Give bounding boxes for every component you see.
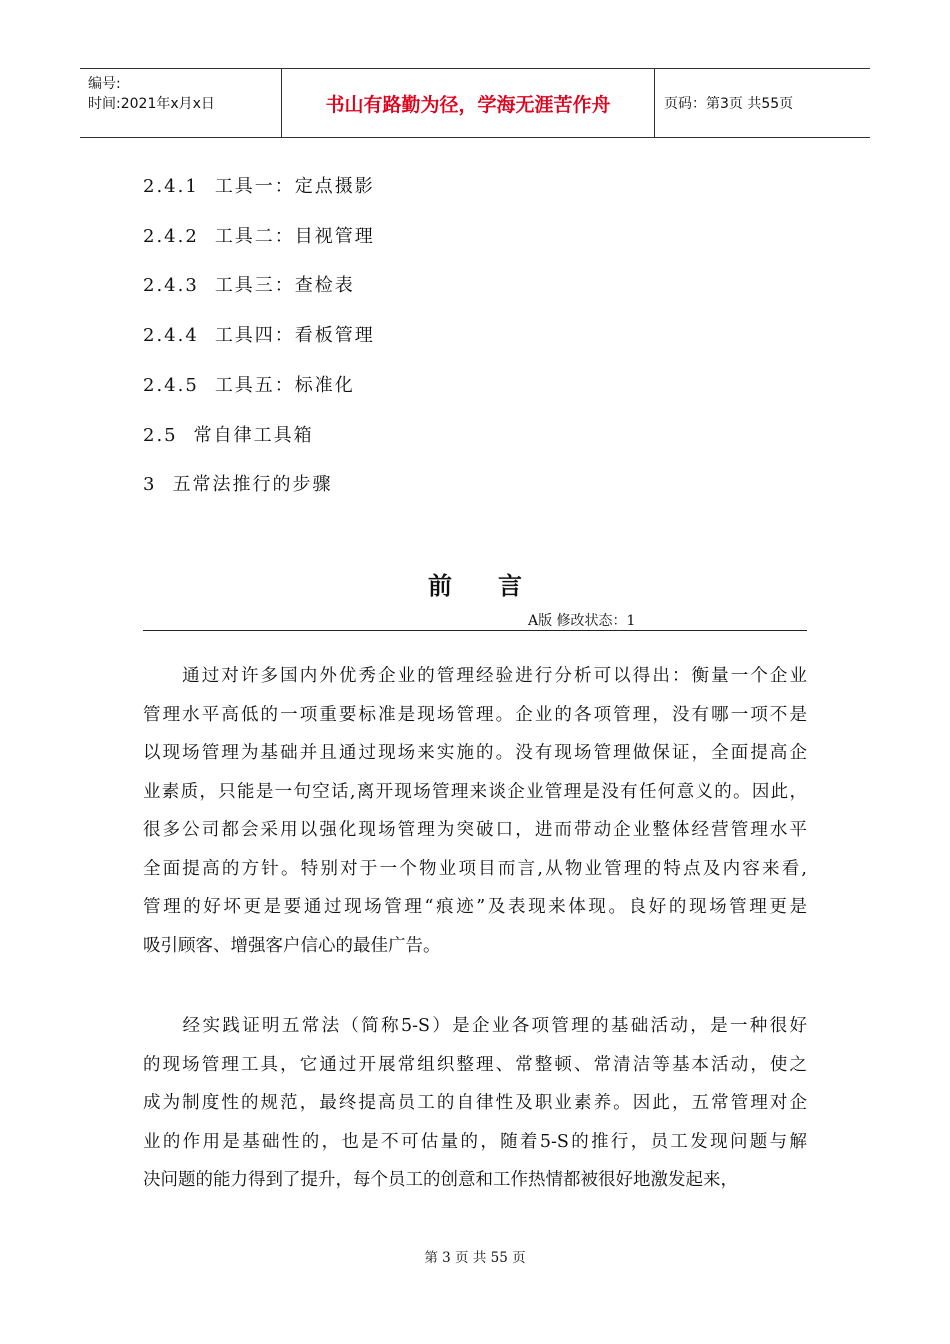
toc-entry-number: 2.4.4 xyxy=(143,325,199,346)
paragraph-line: 业的作用是基础性的，也是不可估量的，随着5-S的推行，员工发现问题与解 xyxy=(143,1131,807,1152)
toc-entry-text: 工具一：定点摄影 xyxy=(214,176,375,197)
toc-entry-number: 2.4.2 xyxy=(143,226,199,247)
toc-entry-number: 2.4.1 xyxy=(143,176,199,197)
toc-entry-text: 工具五：标准化 xyxy=(214,375,355,396)
header-number-label: 编号: xyxy=(88,76,121,92)
toc-entry-text: 常自律工具箱 xyxy=(193,425,314,446)
toc-entry xyxy=(143,321,375,347)
header-time-label: 时间:2021年x月x日 xyxy=(88,96,215,112)
toc-entry-number: 2.5 xyxy=(143,425,178,446)
toc-entry xyxy=(143,172,375,198)
paragraph-2 xyxy=(143,1007,807,1200)
paragraph-line: 很多公司都会采用以强化现场管理为突破口，进而带动企业整体经营管理水平 xyxy=(143,820,807,840)
title-divider xyxy=(143,630,807,631)
paragraph-1 xyxy=(143,657,807,965)
toc-entry xyxy=(143,470,332,496)
page-header xyxy=(80,68,870,138)
toc-entry xyxy=(143,271,355,297)
version-status: A版 修改状态：1 xyxy=(528,613,636,629)
paragraph-line: 经实践证明五常法（简称5-S）是企业各项管理的基础活动，是一种很好 xyxy=(143,1016,807,1036)
paragraph-line: 以现场管理为基础并且通过现场来实施的。没有现场管理做保证，全面提高企 xyxy=(143,743,807,763)
toc-entry-text: 工具二：目视管理 xyxy=(214,226,375,247)
paragraph-line: 决问题的能力得到了提升，每个员工的创意和工作热情都被很好地激发起来， xyxy=(143,1170,738,1190)
toc-entry-text: 工具四：看板管理 xyxy=(214,325,375,346)
section-title: 前言 xyxy=(428,572,568,600)
paragraph-line: 管理水平高低的一项重要标准是现场管理。企业的各项管理，没有哪一项不是 xyxy=(143,704,807,725)
toc-entry xyxy=(143,371,355,397)
toc-entry-number: 3 xyxy=(143,474,157,495)
toc-entry xyxy=(143,421,314,447)
paragraph-line: 的现场管理工具，它通过开展常组织整理、常整顿、常清洁等基本活动，使之 xyxy=(143,1054,807,1075)
toc-entry xyxy=(143,222,375,248)
page-footer: 第 3 页 共 55 页 xyxy=(424,1250,526,1266)
header-meta-cell xyxy=(80,69,282,137)
header-page-info: 页码：第3页 共55页 xyxy=(664,96,794,112)
paragraph-line: 管理的好坏更是要通过现场管理“痕迹”及表现来体现。良好的现场管理更是 xyxy=(143,897,807,917)
paragraph-line: 通过对许多国内外优秀企业的管理经验进行分析可以得出：衡量一个企业 xyxy=(143,666,807,686)
paragraph-line: 吸引顾客、增强客户信心的最佳广告。 xyxy=(143,935,441,956)
toc-entry-text: 五常法推行的步骤 xyxy=(172,474,333,495)
header-motto: 书山有路勤为径，学海无涯苦作舟 xyxy=(282,69,655,137)
paragraph-line: 全面提高的方针。特别对于一个物业项目而言,从物业管理的特点及内容来看, xyxy=(143,858,807,879)
paragraph-line: 成为制度性的规范，最终提高员工的自律性及职业素养。因此，五常管理对企 xyxy=(143,1093,807,1113)
toc-entry-text: 工具三：查检表 xyxy=(214,275,355,296)
toc-entry-number: 2.4.3 xyxy=(143,275,199,296)
paragraph-line: 业素质，只能是一句空话,离开现场管理来谈企业管理是没有任何意义的。因此， xyxy=(143,781,807,802)
toc-entry-number: 2.4.5 xyxy=(143,375,199,396)
